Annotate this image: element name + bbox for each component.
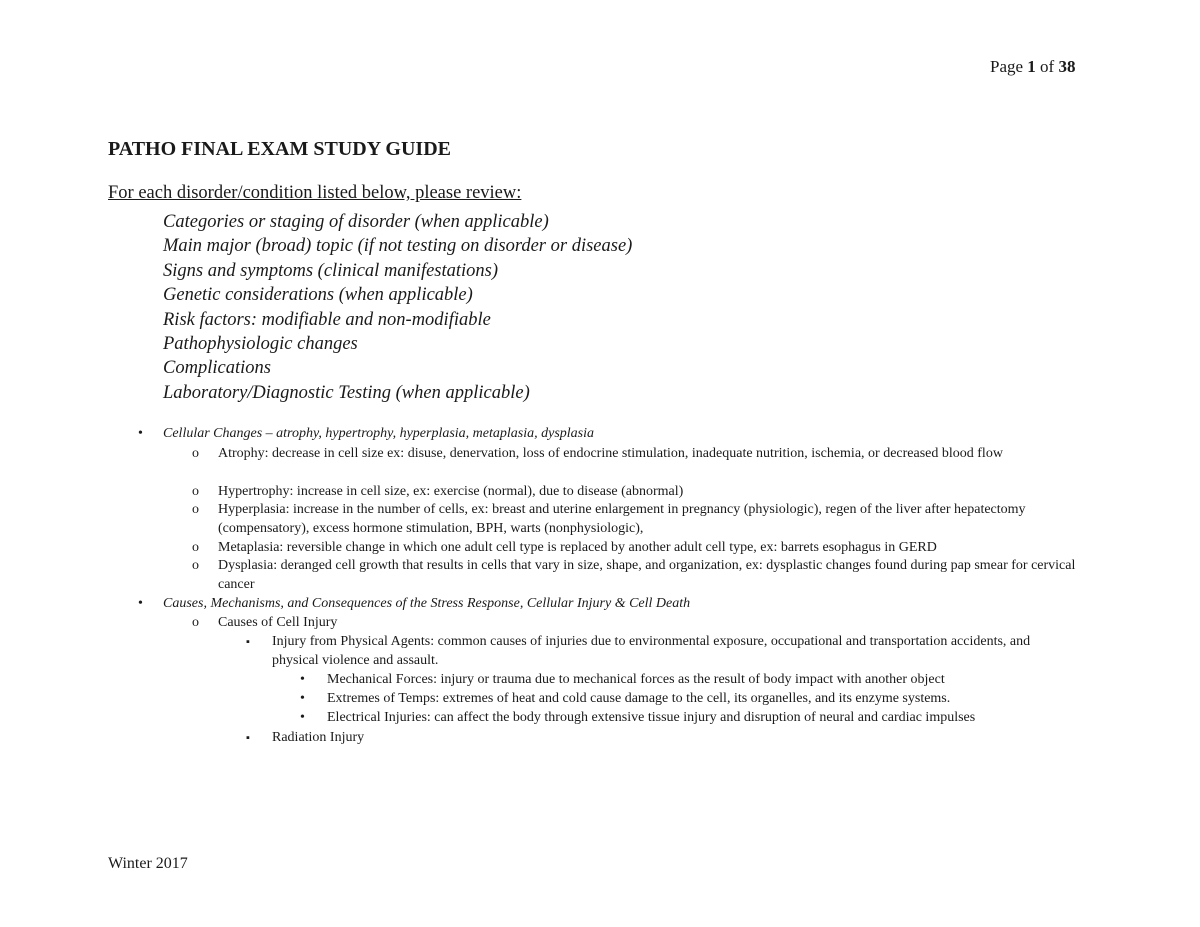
item-atrophy: Atrophy: decrease in cell size ex: disuse, denervation, loss of endocrine stimulation, inadequate nutrition, ischemia, or decreased blood flow <box>218 446 1003 461</box>
bullet-icon: o <box>192 615 199 630</box>
bullet-icon: o <box>192 502 199 517</box>
bullet-icon: o <box>192 558 199 573</box>
item-radiation-injury: Radiation Injury <box>272 730 365 745</box>
page-number <box>990 57 1075 77</box>
review-item: Laboratory/Diagnostic Testing (when applicable) <box>163 382 530 403</box>
page-of: of <box>1035 57 1059 76</box>
review-intro: For each disorder/condition listed below, please review: <box>108 183 522 203</box>
item-extremes-of-temps: Extremes of Temps: extremes of heat and cold cause damage to the cell, its organelles, and its enzyme systems. <box>327 691 951 706</box>
section-heading-cellular-changes: Cellular Changes – atrophy, hypertrophy, hyperplasia, metaplasia, dysplasia <box>163 426 594 441</box>
item-hyperplasia: Hyperplasia: increase in the number of cells, ex: breast and uterine enlargement in pregnancy (physiologic), regen of the liver after hepatectomy (compensatory), excess hormone stimulation, BPH, warts (nonphysiologic), <box>218 502 1026 536</box>
bullet-icon: • <box>138 426 143 441</box>
review-item: Categories or staging of disorder (when applicable) <box>163 212 549 232</box>
item-causes-of-cell-injury: Causes of Cell Injury <box>218 615 338 630</box>
item-dysplasia: Dysplasia: deranged cell growth that results in cells that vary in size, shape, and organization, ex: dysplastic changes found during pap smear for cervical cancer <box>218 558 1076 592</box>
item-physical-agents: Injury from Physical Agents: common causes of injuries due to environmental exposure, occupational and transportation accidents, and physical violence and assault. <box>272 634 1031 668</box>
bullet-icon: o <box>192 484 199 499</box>
review-item: Genetic considerations (when applicable) <box>163 285 473 306</box>
bullet-icon: o <box>192 446 199 461</box>
review-item: Risk factors: modifiable and non-modifiable <box>163 309 491 330</box>
review-item: Pathophysiologic changes <box>163 333 358 354</box>
bullet-icon: ▪ <box>246 732 250 744</box>
item-hypertrophy: Hypertrophy: increase in cell size, ex: exercise (normal), due to disease (abnormal) <box>218 484 684 499</box>
bullet-icon: o <box>192 540 199 555</box>
page-current: 1 <box>1027 57 1036 76</box>
item-metaplasia: Metaplasia: reversible change in which one adult cell type is replaced by another adult cell type, ex: barrets esophagus in GERD <box>218 540 937 555</box>
document-title: PATHO FINAL EXAM STUDY GUIDE <box>108 138 451 160</box>
review-item: Complications <box>163 358 271 379</box>
review-item: Main major (broad) topic (if not testing on disorder or disease) <box>163 236 633 257</box>
page-prefix: Page <box>990 57 1028 76</box>
bullet-icon: ▪ <box>246 636 250 648</box>
review-list <box>163 210 632 405</box>
bullet-icon: • <box>138 596 143 611</box>
footer-text: Winter 2017 <box>108 855 188 872</box>
bullet-icon: • <box>300 691 305 706</box>
page-total: 38 <box>1058 57 1076 76</box>
item-electrical-injuries: Electrical Injuries: can affect the body through extensive tissue injury and disruption of neural and cardiac impulses <box>327 710 976 725</box>
section-heading-stress-response: Causes, Mechanisms, and Consequences of the Stress Response, Cellular Injury & Cell Death <box>163 596 691 611</box>
bullet-icon: • <box>300 710 305 725</box>
review-item: Signs and symptoms (clinical manifestations) <box>163 260 499 281</box>
bullet-icon: • <box>300 672 305 687</box>
item-mechanical-forces: Mechanical Forces: injury or trauma due to mechanical forces as the result of body impact with another object <box>327 672 945 687</box>
